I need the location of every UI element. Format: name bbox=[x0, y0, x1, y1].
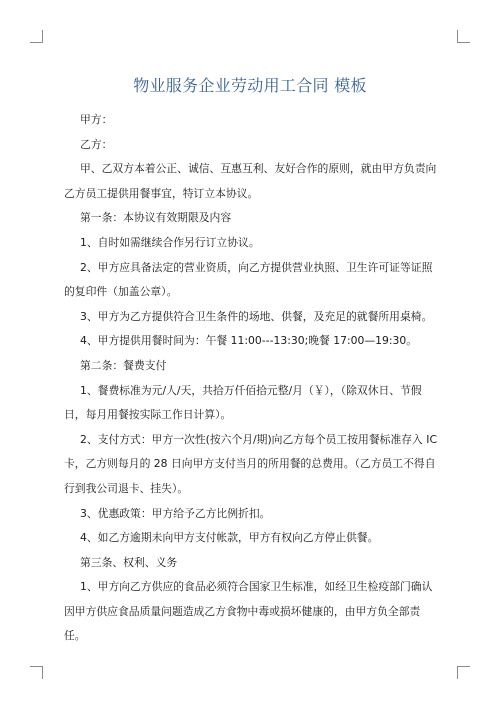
article-3-item-1: 1、甲方向乙方供应的食品必须符合国家卫生标准，如经卫生检疫部门确认因甲方供应食品质量问题造成乙方食物中毒或损坏健康的，由甲方负全部责任。 bbox=[64, 580, 433, 643]
article-2-item-3: 3、优惠政策：甲方给予乙方比例折扣。 bbox=[80, 506, 271, 520]
article-2-item-2: 2、支付方式：甲方一次性(按六个月/期)向乙方每个员工按用餐标准存入 IC 卡，乙方则每月的 28 日向甲方支付当月的所用餐的总费用。（乙方员工不得自行到我公司退卡、挂失）。 bbox=[64, 432, 437, 495]
party-a-line: 甲方： bbox=[80, 113, 113, 126]
document-body bbox=[64, 108, 440, 649]
article-2-heading: 第二条：餐费支付 bbox=[80, 358, 167, 372]
party-b-line: 乙方： bbox=[80, 137, 113, 151]
article-2-item-4: 4、如乙方逾期未向甲方支付帐款，甲方有权向乙方停止供餐。 bbox=[80, 531, 379, 545]
article-1-item-2: 2、甲方应具备法定的营业资质，向乙方提供营业执照、卫生许可证等证照的复印件（加盖公章）。 bbox=[64, 260, 433, 299]
crop-mark-bottom-left bbox=[30, 666, 43, 679]
preamble-paragraph: 甲、乙双方本着公正、诚信、互惠互利、友好合作的原则，就由甲方负责向乙方员工提供用餐事宜，特订立本协议。 bbox=[64, 162, 437, 200]
article-1-item-3: 3、甲方为乙方提供符合卫生条件的场地、供餐，及充足的就餐所用桌椅。 bbox=[80, 309, 433, 323]
article-2-item-1: 1、餐费标准为元/人/天，共拾万仟佰拾元整/月（￥），（除双休日、节假日，每月用餐按实际工作日计算）。 bbox=[64, 383, 422, 422]
document-title: 物业服务企业劳动用工合同 模板 bbox=[133, 75, 367, 95]
article-3-heading: 第三条、权利、义务 bbox=[80, 555, 178, 569]
article-1-item-1: 1、自时如需继续合作另行订立协议。 bbox=[80, 235, 260, 249]
crop-mark-top-right bbox=[457, 30, 470, 43]
crop-mark-bottom-right bbox=[457, 666, 470, 679]
article-1-item-4: 4、甲方提供用餐时间为：午餐 11:00---13:30;晚餐 17:00—19:30。 bbox=[80, 334, 418, 348]
crop-mark-top-left bbox=[30, 30, 43, 43]
article-1-heading: 第一条：本协议有效期限及内容 bbox=[80, 211, 232, 225]
